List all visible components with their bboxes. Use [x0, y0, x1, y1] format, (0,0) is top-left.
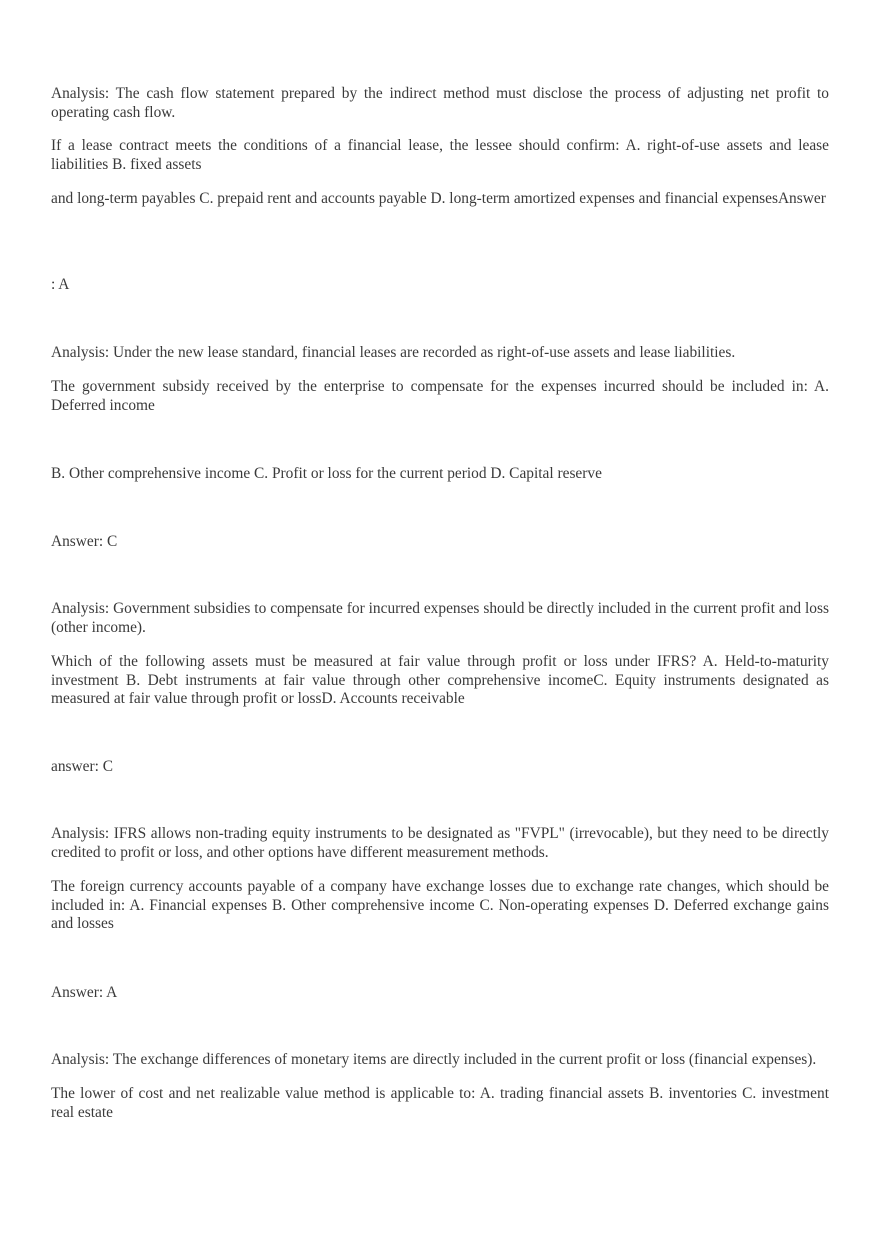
- question-foreign-currency: The foreign currency accounts payable of a company have exchange losses due to exchange rate changes, which should be included in: A. Financial expenses B. Other comprehensive income C. Non-operating expenses D. Deferred exchange gains and losses: [51, 878, 829, 933]
- question-ifrs-fair-value: Which of the following assets must be measured at fair value through profit or loss under IFRS? A. Held-to-maturity investment B. Debt instruments at fair value through other comprehensive incomeC. Equity instruments designated as measured at fair value through profit or lossD. Accounts receivable: [51, 653, 829, 708]
- question-lower-of-cost: The lower of cost and net realizable value method is applicable to: A. trading financial assets B. inventories C. investment real estate: [51, 1085, 829, 1121]
- question-government-subsidy-options: B. Other comprehensive income C. Profit or loss for the current period D. Capital reserve: [51, 465, 602, 482]
- analysis-financial-lease: Analysis: Under the new lease standard, financial leases are recorded as right-of-use assets and lease liabilities.: [51, 344, 736, 361]
- question-government-subsidy: The government subsidy received by the enterprise to compensate for the expenses incurred should be included in: A. Deferred income: [51, 378, 829, 414]
- answer-foreign-currency: Answer: A: [51, 984, 118, 1001]
- analysis-cash-flow: Analysis: The cash flow statement prepared by the indirect method must disclose the process of adjusting net profit to operating cash flow.: [51, 85, 829, 121]
- answer-ifrs-fair-value: answer: C: [51, 758, 113, 775]
- answer-financial-lease: : A: [51, 276, 70, 293]
- analysis-government-subsidy: Analysis: Government subsidies to compensate for incurred expenses should be directly included in the current profit and loss (other income).: [51, 600, 829, 636]
- analysis-foreign-currency: Analysis: The exchange differences of monetary items are directly included in the current profit or loss (financial expenses).: [51, 1051, 817, 1068]
- analysis-ifrs-fair-value: Analysis: IFRS allows non-trading equity instruments to be designated as "FVPL" (irrevocable), but they need to be directly credited to profit or loss, and other options have different measurement methods.: [51, 825, 829, 861]
- question-financial-lease-continued: and long-term payables C. prepaid rent and accounts payable D. long-term amortized expenses and financial expensesAnswer: [51, 190, 826, 207]
- answer-government-subsidy: Answer: C: [51, 533, 118, 550]
- question-financial-lease: If a lease contract meets the conditions of a financial lease, the lessee should confirm: A. right-of-use assets and lease liabilities B. fixed assets: [51, 137, 829, 173]
